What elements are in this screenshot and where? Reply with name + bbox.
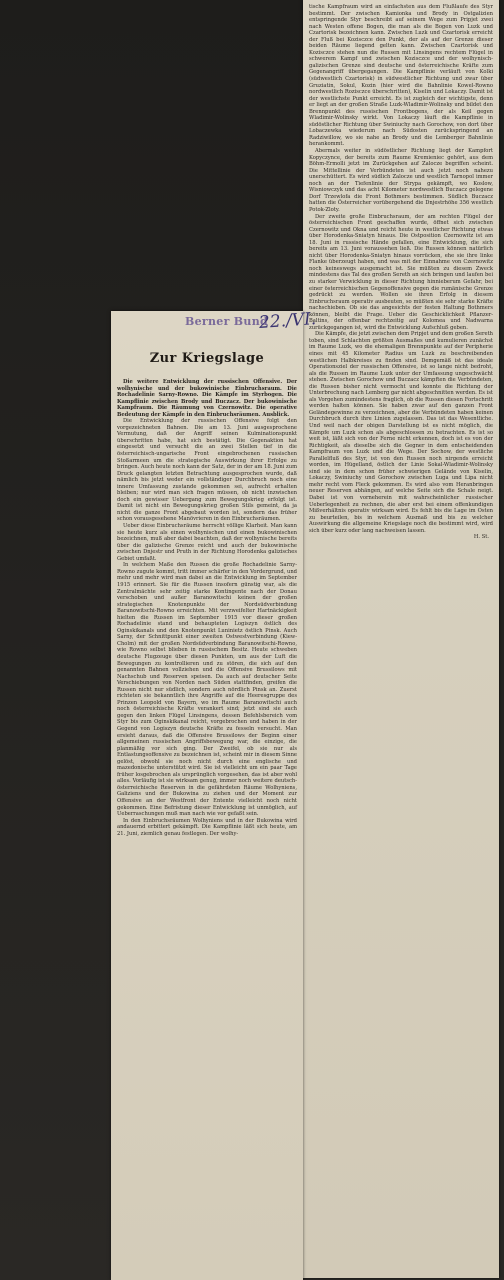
newspaper-clipping-main [111, 309, 317, 1280]
right-paragraph-2: Abermals weiter in südöstlicher Richtung liegt der Kampfort Kopyczynce, der bereits zum Raume Kremieniec gehört, aus dem Böhm-Ermolli jetzt im Zurückgehen auf Zalocze begriffen scheint. Die Mittellinie der Verbündeten ist auch jetzt noch nahezu unerschüttert. Es wird südlich Zalocze und westlich Tarnopol immer noch an der Tiefenlinie der Strypa gekämpft, wo Koslow, Wisniowczyk und das acht Kilometer nordwestlich Buczacz gelegene Dorf Trzewlofa die Front Bothmers bestimmen. Südlich Buczacz hatten die Österreicher vorübergehend die Dnjestrhöhe 356 westlich Potok-Zloty. [309, 148, 493, 213]
article-column-right [309, 4, 493, 1272]
right-paragraph-3: Der zweite große Einbruchsraum, der am rechten Flügel der österreichischen Front geschaffen wurde, öffnet sich zwischen Czernowitz und Okna und reicht heute in westlicher Richtung etwas über Horodenka-Sniatyn hinaus. Die Ostposition Czernowitz ist am 18. Juni in russische Hände gefallen, eine Entwicklung, die sich bereits am 13. Juni voraussehen ließ. Die Russen können natürlich nicht über Horodenka-Sniatyn hinaus vorrücken, ehe sie ihre linke Flanke überzeugt haben, und was mit der Einnahme von Czernowitz noch keineswegs ausgemacht ist. Sie müßten zu diesem Zweck mindestens das Tal des großen Sereth an sich bringen und laufen bei zu starker Verwicklung in dieser Richtung hinnieberum Gefahr, bei einer österreichischen Gegenoffensive gegen die rumänische Grenze gedrückt zu werden. Wollen sie ihren Erfolg in diesem Einbruchsraum operativ ausbeuten, so müßten sie sehr starke Kräfte nachschieben. Ob sie das angesichts der festen Haltung Bothmers können, bleibt die Frage. Ueber die Geschicklichkeit Pflanzer-Baltins, der offenbar rechtzeitig auf Kolomea und Nadwarna zurückgegangen ist, wird die Entwicklung Aufschluß geben. [309, 213, 493, 331]
author-signature: H. St. [473, 534, 489, 541]
left-paragraph-5: In den Einbruchsräumen Wolhyniens und in der Bukowina wird andauernd erbittert gekämpft. Die Kampflinie läßt sich heute, am 21. Juni, ziemlich genau festlegen. Der wolhy- [117, 817, 297, 837]
article-headline: Zur Kriegslage [149, 351, 265, 366]
left-paragraph-4: In welchem Maße den Russen die große Rochadelinie Sarny-Rowno zugute kommt, tritt immer schärfer in den Vordergrund, und mehr und mehr wird man dabei an die Entwicklung im September 1915 erinnert. Sie für die Russen insofern günstig war, als die Zentralmächte sehr zeitig starke Kontingente nach der Donau verschoben und außer Baranowitschi keinen der großen strategischen Knotenpunkte der Nordsüdverbindung Baranowitschi-Rowno erreichten. Mit verzweifelter Hartnäckigkeit hielten die Russen im September 1915 vor dieser großen Rochadelinie stand und behaupteten Logiszyn östlich des Oginskikanals und den Knotenpunkt Luninietz östlich Pinsk. Auch Sarny, der Schnittpunkt einer zweiten Ostwestverbindung (Kiew-Cholm) mit der großen Nordsüdverbindung Baranowitschi-Rowno, wie Rowno selbst blieben in russischem Besitz. Heute schweben deutsche Flugzeuge über diesen Punkten, um aus der Luft die Bewegungen zu kontrollieren und zu stören, die sich auf den genannten Bahnen vollziehen und die Offensive Brussilows mit Nachschub und Reserven speisen. Da auch auf deutscher Seite Verschiebungen von Norden nach Süden stattfinden, greifen die Russen nicht nur südlich, sondern auch nördlich Pinsk an. Zuerst richteten sie bekanntlich ihre Angriffe auf die Heeresgruppe des Prinzen Leopold von Bayern, wo im Raume Baranowitschi auch noch österreichische Kräfte verankert sind; jetzt sind sie auch gegen den linken Flügel Linsingens, dessen Befehlsbereich vom Styr bis zum Oginskikanal reicht, vorgebrochen und haben in der Gegend von Logiszyn deutsche Kräfte zu fesseln versucht. Man ersieht daraus, daß die Offensive Brussilows der Beginn einer allgemeinen russischen Angriffsbewegung war, die einzige, die planmäßig vor sich ging. Der Zweifel, ob sie nur als Entlastungsoffensive zu bezeichnen ist, scheint mir in diesem Sinne gelöst, obwohl sie noch nicht durch eine englische und mazedonische unterstützt wird. Sie ist vielleicht um ein paar Tage früher losgebrochen als ursprünglich vorgesehen, das ist aber wohl alles. Vorläufig ist sie wirksam genug, immer noch weitere deutsch-österreichische Reserven in die gefährdeten Räume Wolhyniens, Galiziens und der Bukowina zu ziehen und der Moment zur Offensive an der Westfront der Entente vielleicht noch nicht gekommen. Eine Befristung dieser Entwicklung ist unmöglich, auf Ueberraschungen muß man nach wie vor gefaßt sein. [117, 562, 297, 818]
right-paragraph-1: tische Kampfraum wird an einfachsten aus dem Flußlaufe des Styr bestimmt. Der zwischen Kamionka und Brody in Ostgalizien entspringende Styr beschreibt auf seinem Wege zum Pripjet zwei nach Westen offene Bogen, die man als die Bogen von Luzk und Czartorisk bezeichnen kann. Zwischen Luzk und Czartorisk erreicht der Fluß bei Kozisczce den Punkt, der als auf der Grenze dieser beiden Räume liegend gelten kann. Zwischen Czartorisk und Kozisczce stehen nun die Russen mit Linsingens rechtem Flügel in schwerem Kampf und zwischen Kozisczce und der wolhynisch-galizischen Grenze sind deutsche und österreichische Kräfte zum Gegenangriff übergegangen. Die Kampflinie verläuft von Kolki (südwestlich Czartorisk) in südwestlicher Richtung und zwar über Gruziatin, Sokul, Kozin (hier wird die Bahnlinie Kowel-Rowno nordwestlich Rozisczce überschritten), Kiselin und Lokaczy. Damit ist der westlichste Punkt erreicht. Es ist zugleich der wichtigste, denn er liegt an der großen Straße Luzk-Wladimir-Wolinsky und bildet den Brennpunkt des russischen Frontbogens, der als Keil gegen Wladimir-Wolinsky wirkt. Von Lokaczy läuft die Kampflinie in südöstlicher Richtung über Swiniuchy nach Gorochow, von dort über Lobaczewka wiederum nach Südosten zurückspringend an Radziwillow, wo sie nahe an Brody und die Lemberger Bahnlinie herankommt. [309, 4, 493, 148]
article-column-left [117, 379, 297, 1275]
left-paragraph-3: Ueber diese Einbruchsräume herrscht völlige Klarheit. Man kann sie heute kurz als einen wolhynischen und einen bukowinischen bezeichnen, muß aber dabei beachten, daß der wolhynische bereits über die galizische Grenze reicht und auch der bukowinische zwischen Dnjestr und Pruth in der Richtung Horodenka galizisches Gebiet umfaßt. [117, 523, 297, 562]
handwritten-date: 22./VI. [258, 309, 317, 333]
right-paragraph-4: Die Kämpfe, die jetzt zwischen dem Pripjet und dem großen Sereth toben, sind Schlachten größten Ausmaßes und kumulieren zunächst im Raume Luzk, wo die ehemaligen Brennpunkte auf der Peripherie eines mit 45 Kilometer Radius um Luzk zu beschreibenden westlichen Halbkreises zu finden sind. Demgemäß ist das ideale Operationsziel der russischen Offensive, ist so lange nicht bedroht, als die Russen im Raume Luzk unter der Umfassung ungeschwächt stehen. Zwischen Gorochow und Buczacz kämpften die Verbündeten, die Russen bisher nicht vermocht und konnte die Richtung der Unterbrechung nach Lemberg gar nicht abgeschnitten werden. Es ist als Vorgehen zumindestens fraglich, ob die Russen diesen Fortschritt werden halten können. Sie haben zwar auf den ganzen Front Geländegewinne zu verzeichnen, aber die Verbündeten haben keinen Durchbruch durch ihre Linien zugelassen. Das ist das Wesentliche. Und weil nach der obigen Darstellung ist es nicht möglich, die Kämpfe um Luzk schon als abgeschlossen zu betrachten. Es ist so weit ist, läßt sich von der Ferne nicht erkennen, doch ist es von der Richtigkeit, als dieselbe sich die Gegner in dem entscheidenden Kampfraum von Luzk und die Wege. Der Sochow, der westliche Parallelfluß des Styr, ist von den Russen noch nirgends erreicht worden, im Hügelland, östlich der Linie Sokal-Wladimir-Wolinsky sind sie in dem schon früher schwierigen Gelände von Kiselin, Lokaczy, Swiniuchy und Gorochow zwischen Luga und Lipa nicht mehr recht vom Fleck gekommen. Es wird also vom Heranbringen neuer Reserven abhängen, auf welche Seite sich die Schale neigt. Dabei ist von vorneherein mit wahrscheinlicher russischer Ueberlegenheit zu rechnen, die aber erst bei einem offenkundigen Mißverhältnis operativ wirksam wird. Es fehlt bis die Lage im Osten zu beurteilen, bis in welchem Ausmaß und bis zu welcher Auswirkung die allgemeine Kriegslage noch die bestimmt wird, wird sich über kurz oder lang nachweisen lassen. [309, 331, 493, 534]
newspaper-stamp: Berner Bund [185, 315, 268, 328]
left-paragraph-2: Die Entwicklung der russischen Offensive folgt den vorgezeichneten Bahnen. Die am 13. Juni ausgesprochene Vermutung, daß der Angriff seinen Kulminationspunkt überschritten habe, hat sich bestätigt. Die Gegenaktion hat eingesetzt und versucht die an zwei Stellen tief in die österreichisch-ungarische Front eingebrochenen russischen Stoßarmeen um die strategische Auswirkung ihrer Erfolge zu bringen. Auch heute noch kann der Satz, der in der am 18. Juni zum Druck gelangten letzten Betrachtung ausgesprochen wurde, daß nämlich bis jetzt weder ein vollständiger Durchbruch noch eine innere Umfassung zustande gekommen sei, aufrecht erhalten bleiben; nur wird man sich fragen müssen, ob nicht inzwischen doch ein gewisser Uebergang zum Bewegungskrieg erfolgt ist. Damit ist nicht ein Bewegungskrieg großen Stils gemeint, da ja nicht die ganze Front abgebaut worden ist, sondern das früher schon vorausgesehene Manövrieren in den Einbruchsräumen. [117, 418, 297, 523]
newspaper-clipping-continuation [303, 0, 499, 1278]
article-summary: Die weitere Entwicklung der russischen Offensive. Der wolhynische und der bukowinische Einbruchsraum. Die Rochadelinie Sarny-Rowno. Die Kämpfe im Styrbogen. Die Kampflinie zwischen Brody und Buczacz. Der bukowinische Kampfraum. Die Räumung von Czernowitz. Die operative Bedeutung der Kämpfe in den Einbruchsräumen. Ausblick. [117, 379, 297, 418]
